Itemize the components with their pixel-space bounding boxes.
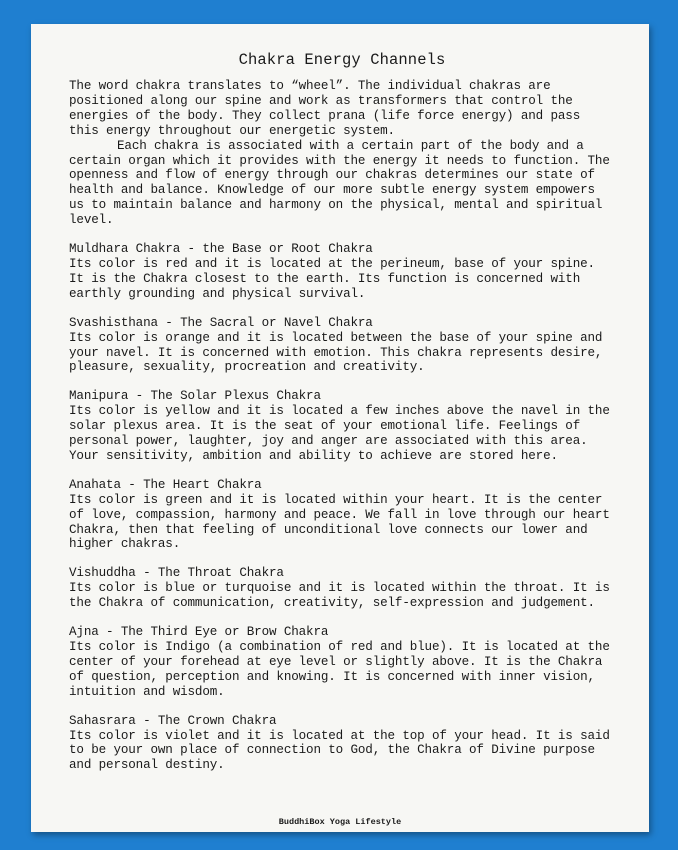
section-text: Its color is Indigo (a combination of red and blue). It is located at the center of your forehead at eye level or slightly above. It is the Chakra of question, perception and knowing. It is concerned with inner vision, intuition and wisdom. bbox=[69, 640, 610, 699]
document-title: Chakra Energy Channels bbox=[238, 51, 446, 69]
section-heading: Anahata - The Heart Chakra bbox=[69, 477, 262, 492]
section-muldhara bbox=[69, 242, 615, 302]
footer-brand: BuddhiBox Yoga Lifestyle bbox=[278, 817, 402, 827]
section-anahata bbox=[69, 478, 615, 553]
section-heading: Ajna - The Third Eye or Brow Chakra bbox=[69, 625, 329, 640]
section-text: Its color is red and it is located at the perineum, base of your spine. It is the Chakra closest to the earth. Its function is concerned with earthly grounding and physical survival. bbox=[69, 256, 595, 301]
section-text: Its color is orange and it is located between the base of your spine and your navel. It is concerned with emotion. This chakra represents desire, pleasure, sexuality, procreation and creativity. bbox=[69, 330, 603, 375]
intro-paragraph-2: Each chakra is associated with a certain part of the body and a certain organ which it provides with the energy it needs to function. The openness and flow of energy through our chakras determines our state of health and balance. Knowledge of our more subtle energy system empowers us to maintain balance and harmony on the physical, mental and spiritual level. bbox=[69, 138, 610, 228]
intro-paragraph-1: The word chakra translates to “wheel”. The individual chakras are positioned along our spine and work as transformers that control the energies of the body. They collect prana (life force energy) and pass this energy throughout our energetic system. bbox=[69, 79, 581, 138]
section-svashisthana bbox=[69, 316, 615, 376]
section-text: Its color is blue or turquoise and it is located within the throat. It is the Chakra of communication, creativity, self-expression and judgement. bbox=[69, 581, 610, 611]
section-heading: Sahasrara - The Crown Chakra bbox=[69, 713, 277, 728]
document-body bbox=[69, 79, 615, 773]
section-text: Its color is violet and it is located at the top of your head. It is said to be your own place of connection to God, the Chakra of Divine purpose and personal destiny. bbox=[69, 728, 610, 773]
intro bbox=[69, 79, 615, 228]
section-heading: Svashisthana - The Sacral or Navel Chakra bbox=[69, 315, 373, 330]
section-text: Its color is green and it is located within your heart. It is the center of love, compassion, harmony and peace. We fall in love through our heart Chakra, then that feeling of unconditional love connects our lower and higher chakras. bbox=[69, 492, 610, 552]
section-text: Its color is yellow and it is located a few inches above the navel in the solar plexus area. It is the seat of your emotional life. Feelings of personal power, laughter, joy and anger are associated with this area. Your sensitivity, ambition and ability to achieve are stored here. bbox=[69, 404, 610, 463]
section-ajna bbox=[69, 625, 615, 700]
section-manipura bbox=[69, 389, 615, 464]
section-heading: Muldhara Chakra - the Base or Root Chakra bbox=[69, 242, 373, 257]
section-sahasrara bbox=[69, 714, 615, 774]
section-vishuddha bbox=[69, 566, 615, 611]
document-sheet bbox=[31, 24, 649, 832]
section-heading: Manipura - The Solar Plexus Chakra bbox=[69, 389, 321, 404]
section-heading: Vishuddha - The Throat Chakra bbox=[69, 566, 284, 581]
